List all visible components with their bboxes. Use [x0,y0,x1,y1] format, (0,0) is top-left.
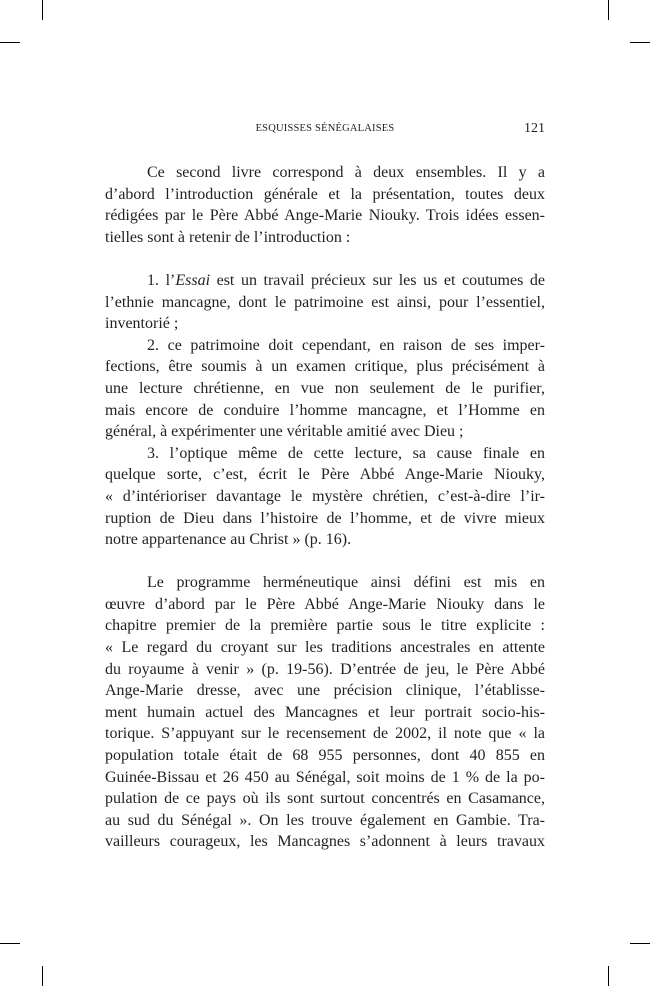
text-line: « Le regard du croyant sur les traditions ancestrales en attente [105,639,545,657]
crop-mark [630,943,650,944]
paragraph-spacer [105,248,545,270]
text-line: rédigées par le Père Abbé Ange-Marie Niouky. Trois idées essen- [105,207,545,225]
text-line: Ce second livre correspond à deux ensembles. Il y a [147,164,545,181]
text-line: ruption de Dieu dans l’histoire de l’homme, et de vivre mieux [105,509,545,527]
text-line: général, à expérimenter une véritable amitié avec Dieu ; [105,423,464,441]
crop-mark [608,966,609,986]
paragraph [105,335,545,443]
text-line: pulation de ce pays où ils sont surtout concentrés en Casamance, [105,790,545,808]
text-line: d’abord l’introduction générale et la présentation, toutes deux [105,185,545,203]
crop-mark [0,42,20,43]
text-line: l’ethnie mancagne, dont le patrimoine est ainsi, pour l’essentiel, [105,293,545,311]
text-line: 2. ce patrimoine doit cependant, en raison de ses imper- [147,336,545,354]
paragraph [105,162,545,248]
text-line: quelque sorte, c’est, écrit le Père Abbé Ange-Marie Niouky, [105,466,545,484]
body-text [105,162,545,853]
text-line: Guinée-Bissau et 26 450 au Sénégal, soit moins de 1 % de la po- [105,768,545,786]
paragraph [105,443,545,551]
paragraph [105,572,545,853]
text-line: inventorié ; [105,315,179,333]
text-line: population totale était de 68 955 personnes, dont 40 855 en [105,747,545,765]
text-line: « d’intérioriser davantage le mystère chrétien, c’est-à-dire l’ir- [105,487,545,505]
text-line: Ange-Marie dresse, avec une précision clinique, l’établisse- [105,682,545,700]
text-line: torique. S’appuyant sur le recensement de 2002, il note que « la [105,725,545,743]
crop-mark [630,42,650,43]
text-line: 1. l’Essai est un travail précieux sur les us et coutumes de [147,271,545,289]
text-line: vailleurs courageux, les Mancagnes s’adonnent à leurs travaux [105,833,545,851]
crop-mark [42,966,43,986]
text-line: mais encore de conduire l’homme mancagne, et l’Homme en [105,401,545,419]
text-line: 3. l’optique même de cette lecture, sa cause finale en [147,444,545,462]
text-line: une lecture chrétienne, en vue non seulement de le purifier, [105,379,545,397]
running-title: ESQUISSES SÉNÉGALAISES [255,123,395,134]
page-number: 121 [524,121,545,136]
text-line: ment humain actuel des Mancagnes et leur portrait socio-his- [105,703,545,721]
text-line: Le programme herméneutique ainsi défini est mis en [147,574,545,592]
paragraph-spacer [105,551,545,573]
text-line: au sud du Sénégal ». On les trouve également en Gambie. Tra- [105,811,545,829]
crop-mark [0,943,20,944]
text-line: tielles sont à retenir de l’introduction : [105,228,351,246]
paragraph [105,270,545,335]
text-line: fections, être soumis à un examen critique, plus précisément à [105,358,545,376]
running-header [105,123,545,139]
text-line: notre appartenance au Christ » (p. 16). [105,531,352,549]
crop-mark [608,0,609,20]
crop-mark [42,0,43,20]
text-line: œuvre d’abord par le Père Abbé Ange-Marie Niouky dans le [105,595,545,613]
text-line: du royaume à venir » (p. 19-56). D’entrée de jeu, le Père Abbé [105,660,545,678]
text-line: chapitre premier de la première partie sous le titre explicite : [105,617,545,635]
